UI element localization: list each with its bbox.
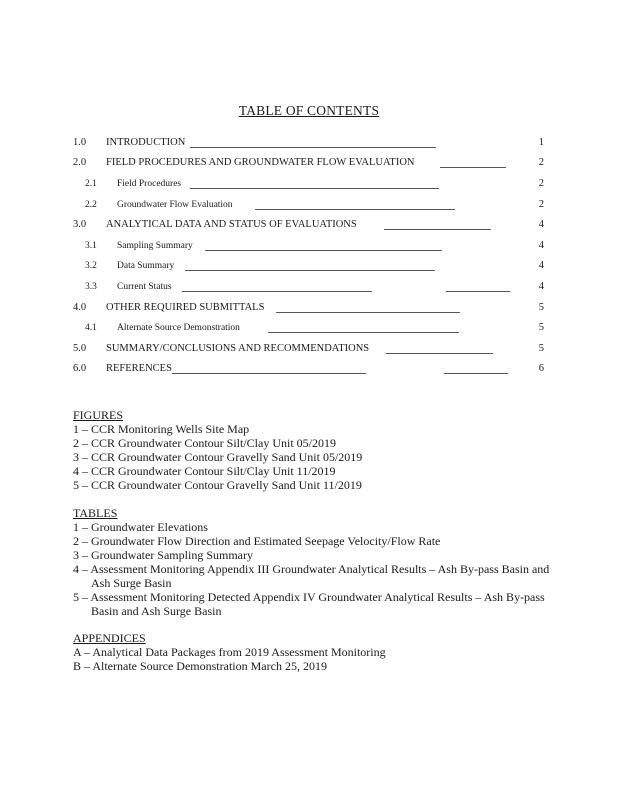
figure-item: 5 – CCR Groundwater Contour Gravelly Sand Unit 11/2019 bbox=[73, 478, 362, 492]
tables-section bbox=[73, 506, 553, 618]
toc-entry-label: INTRODUCTION bbox=[106, 137, 186, 148]
toc-leader bbox=[190, 188, 439, 189]
table-item: 3 – Groundwater Sampling Summary bbox=[73, 548, 253, 562]
toc-entry-page: 5 bbox=[538, 302, 544, 313]
toc-entry-page: 2 bbox=[538, 157, 544, 168]
toc-entry-label: Current Status bbox=[117, 282, 172, 292]
toc-leader bbox=[205, 250, 442, 251]
toc-entry bbox=[0, 219, 618, 233]
toc-entry-page: 4 bbox=[538, 219, 544, 230]
toc-entry bbox=[0, 281, 618, 295]
toc-title: TABLE OF CONTENTS bbox=[238, 103, 380, 118]
toc-entry-number: 2.1 bbox=[85, 179, 97, 189]
toc-entry bbox=[0, 363, 618, 377]
toc-entry-label: Data Summary bbox=[117, 261, 175, 271]
appendix-item: A – Analytical Data Packages from 2019 Assessment Monitoring bbox=[73, 645, 386, 659]
appendices-section bbox=[73, 631, 553, 673]
figures-heading: FIGURES bbox=[73, 408, 124, 422]
toc-entry-page: 5 bbox=[538, 322, 544, 333]
toc-entry-number: 6.0 bbox=[73, 363, 87, 374]
toc-leader bbox=[444, 373, 508, 374]
toc-entry bbox=[0, 343, 618, 357]
figure-item: 3 – CCR Groundwater Contour Gravelly Sand Unit 05/2019 bbox=[73, 450, 363, 464]
toc-leader bbox=[255, 209, 455, 210]
toc-leader bbox=[440, 167, 506, 168]
toc-entry-number: 5.0 bbox=[73, 343, 87, 354]
toc-entry-number: 4.1 bbox=[85, 323, 97, 333]
toc-entry bbox=[0, 240, 618, 254]
figures-section bbox=[73, 408, 553, 492]
toc-entry-number: 2.2 bbox=[85, 200, 97, 210]
toc-entry-label: ANALYTICAL DATA AND STATUS OF EVALUATIONS bbox=[106, 219, 357, 230]
toc-leader bbox=[446, 291, 510, 292]
toc-entry-label: Sampling Summary bbox=[117, 241, 193, 251]
table-item: 4 – Assessment Monitoring Appendix III Groundwater Analytical Results – Ash By-pass Basin and Ash Surge Basin bbox=[73, 562, 550, 590]
toc-entry bbox=[0, 302, 618, 316]
appendix-item: B – Alternate Source Demonstration March 25, 2019 bbox=[73, 659, 327, 673]
toc-entry-number: 3.1 bbox=[85, 241, 97, 251]
toc-leader bbox=[190, 147, 436, 148]
toc-entry-number: 1.0 bbox=[73, 137, 87, 148]
toc-entry-page: 2 bbox=[538, 199, 544, 210]
toc-entry bbox=[0, 157, 618, 171]
toc-leader bbox=[386, 353, 493, 354]
toc-leader bbox=[172, 373, 366, 374]
toc-leader bbox=[185, 270, 435, 271]
table-item: 1 – Groundwater Elevations bbox=[73, 520, 208, 534]
toc-entry-number: 3.0 bbox=[73, 219, 87, 230]
table-item: 5 – Assessment Monitoring Detected Appendix IV Groundwater Analytical Results – Ash By-pass Basin and Ash Surge Basin bbox=[73, 590, 545, 618]
toc-leader bbox=[276, 312, 460, 313]
figure-item: 1 – CCR Monitoring Wells Site Map bbox=[73, 422, 250, 436]
toc-entry-label: SUMMARY/CONCLUSIONS AND RECOMMENDATIONS bbox=[106, 343, 370, 354]
toc-entry-page: 4 bbox=[538, 281, 544, 292]
toc-entry bbox=[0, 178, 618, 192]
toc-entry bbox=[0, 260, 618, 274]
toc-entry bbox=[0, 199, 618, 213]
figure-item: 4 – CCR Groundwater Contour Silt/Clay Unit 11/2019 bbox=[73, 464, 336, 478]
toc-entry-number: 3.2 bbox=[85, 261, 97, 271]
toc-entry-label: Alternate Source Demonstration bbox=[117, 323, 240, 333]
toc-leader bbox=[182, 291, 372, 292]
toc-entry-number: 2.0 bbox=[73, 157, 87, 168]
toc-entry-number: 4.0 bbox=[73, 302, 87, 313]
appendices-heading: APPENDICES bbox=[73, 631, 146, 645]
toc-entry-label: Groundwater Flow Evaluation bbox=[117, 200, 233, 210]
toc-entry-label: FIELD PROCEDURES AND GROUNDWATER FLOW EVALUATION bbox=[106, 157, 415, 168]
table-item: 2 – Groundwater Flow Direction and Estimated Seepage Velocity/Flow Rate bbox=[73, 534, 441, 548]
toc-entry-page: 5 bbox=[538, 343, 544, 354]
toc-entry-page: 2 bbox=[538, 178, 544, 189]
toc-entry-label: OTHER REQUIRED SUBMITTALS bbox=[106, 302, 265, 313]
toc-entry-page: 4 bbox=[538, 260, 544, 271]
tables-heading: TABLES bbox=[73, 506, 118, 520]
toc-leader bbox=[384, 229, 491, 230]
toc-entry bbox=[0, 137, 618, 151]
toc-entry-label: REFERENCES bbox=[106, 363, 172, 374]
toc-entry-page: 4 bbox=[538, 240, 544, 251]
toc-entry-page: 6 bbox=[538, 363, 544, 374]
toc-leader bbox=[268, 332, 459, 333]
toc-entry-label: Field Procedures bbox=[117, 179, 182, 189]
toc-entry-page: 1 bbox=[538, 137, 544, 148]
toc-entry-number: 3.3 bbox=[85, 282, 97, 292]
figure-item: 2 – CCR Groundwater Contour Silt/Clay Unit 05/2019 bbox=[73, 436, 336, 450]
toc-entry bbox=[0, 322, 618, 336]
